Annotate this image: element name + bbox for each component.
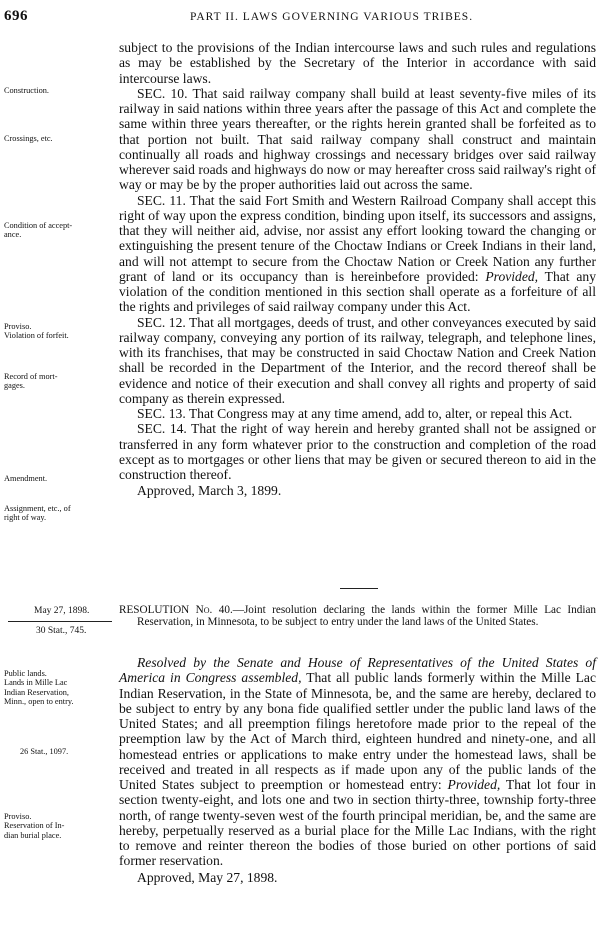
margin-note-public-lands: Public lands. Lands in Mille Lac Indian Reservation, Minn., open to entry. (4, 669, 74, 707)
citation-date: May 27, 1898. (34, 606, 90, 616)
citation-stat: 30 Stat., 745. (36, 626, 87, 636)
section-13: SEC. 13. That Congress may at any time amend, add to, alter, or repeal this Act. (137, 406, 573, 421)
section-divider (340, 588, 378, 589)
proviso-italic: Provided, (485, 268, 539, 284)
running-head: PART II. LAWS GOVERNING VARIOUS TRIBES. (190, 11, 474, 23)
section-10: SEC. 10. That said railway company shall build at least seventy-five miles of its railway in said nations within three years after the passage of this Act and complete the same within three years thereafter, or the rights herein granted shall be forfeited as to that portion not built. That said railway company shall construct and maintain continually all roads and highway crossings and necessary bridges over said railway wherever said roads and highways do now or may hereafter cross said railway's right of way or may be by the proper authorities laid out across the same. (119, 85, 596, 193)
margin-note-stat-ref: 26 Stat., 1097. (20, 747, 69, 756)
margin-note-assignment: Assignment, etc., of right of way. (4, 504, 71, 523)
resolution-body: Resolved by the Senate and House of Representatives of the United States of America in Congress assembled, That all public lands formerly within the Mille Lac Indian Reservation, in the State of Minnesota, be, and the same are hereby, declared to be subject to entry by any bona fide qualified settler under the public land laws of the United States; and all preemption filings heretofore made prior to the repeal of the preemption law by the Act of March third, eighteen hundred and ninety-one, and all homestead entries or applications to make entry under the homestead laws, shall be received and treated in all respects as if made upon any of the public lands of the United States subject to preemption or homestead entry: Provided, That lot four in section twenty-eight, and lots one and two in section thirty-three, township forty-three north, of range twenty-seven west of the fourth principal meridian, be, and the same are hereby, perpetually reserved as a burial place for the Mille Lac Indians, with the right to remove and reinter thereon the bodies of those buried on other portions of said former reservation. (119, 655, 596, 869)
margin-note-record-mortgages: Record of mort- gages. (4, 372, 58, 391)
page-header (0, 8, 600, 26)
main-text-section-a (119, 40, 596, 499)
approved-line-b: Approved, May 27, 1898. (137, 869, 278, 885)
margin-note-crossings: Crossings, etc. (4, 134, 53, 143)
section-12: SEC. 12. That all mortgages, deeds of trust, and other conveyances executed by said railway company, conveying any portion of its railway, telegraph, and telephone lines, with its franchises, that may be constructed in said Choctaw Nation and Creek Nation shall be recorded in the Department of the Interior, and the record thereof shall be evidence and notice of their execution and shall convey all rights and property of said company as therein expressed. (119, 314, 596, 406)
resolution-heading: RESOLUTION No. 40.—Joint resolution declaring the lands within the former Mille Lac Indian Reservation, in Minnesota, to be subject to entry under the land laws of the United States. (119, 604, 596, 629)
margin-note-construction: Construction. (4, 86, 49, 95)
page-number: 696 (4, 8, 28, 24)
margin-note-amendment: Amendment. (4, 474, 48, 483)
paragraph-opening: subject to the provisions of the Indian intercourse laws and such rules and regulations as may be established by the Secretary of the Interior in accordance with said intercourse laws. (119, 40, 596, 86)
margin-note-burial-proviso: Proviso. Reservation of In- dian burial place. (4, 812, 65, 840)
margin-note-condition: Condition of accept- ance. (4, 221, 73, 240)
margin-note-proviso-forfeit: Proviso. Violation of forfeit. (4, 322, 69, 341)
section-11: SEC. 11. That the said Fort Smith and Western Railroad Company shall accept this right of way upon the express condition, binding upon itself, its successors and assigns, that they will neither aid, advise, nor assist any effort looking toward the changing or extinguishing the present tenure of the Choctaw Indians or Creek Indians in their land, and will not attempt to secure from the Choctaw Nation or Creek Nation any further grant of land or its occupancy than is hereinbefore provided: Provided, That any violation of the condition mentioned in this section shall operate as a forfeiture of all the rights and privileges of said railway company under this Act. (119, 192, 597, 315)
approved-line-a: Approved, March 3, 1899. (137, 483, 282, 499)
resolved-clause: Resolved by the Senate and House of Representatives of the United States of America in Congress assembled, (119, 655, 596, 686)
proviso-italic-b: Provided, (447, 777, 501, 792)
main-text-resolution (119, 655, 596, 885)
resolution-label: RESOLUTION No. 40. (119, 604, 233, 616)
section-14: SEC. 14. That the right of way herein and hereby granted shall not be assigned or transferred in any form whatever prior to the construction and completion of the road except as to mortgages or other liens that may be given or secured thereon to aid in the construction thereof. (119, 421, 596, 482)
citation-rule (8, 621, 112, 622)
